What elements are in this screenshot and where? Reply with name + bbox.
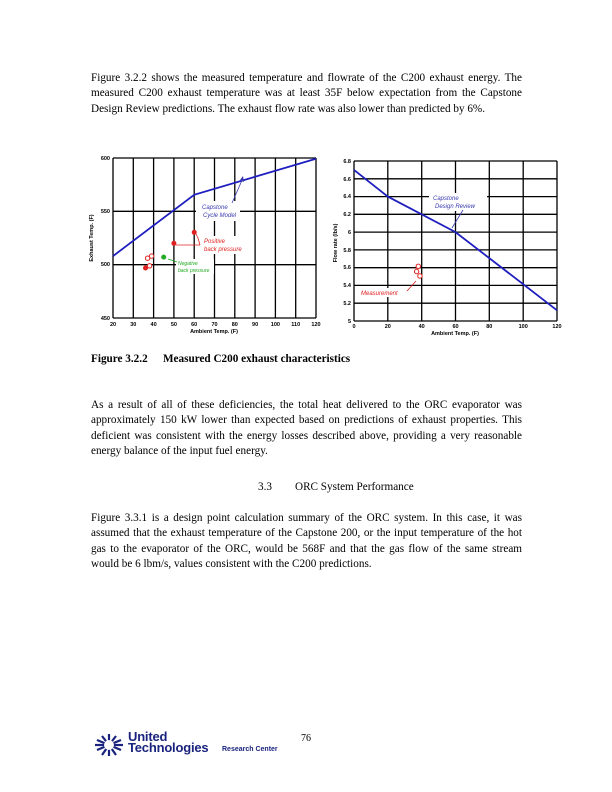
svg-text:Measurement: Measurement [361, 291, 398, 297]
exhaust-temp-chart [80, 150, 325, 340]
svg-text:back pressure: back pressure [204, 247, 242, 253]
svg-text:90: 90 [252, 322, 259, 328]
svg-text:40: 40 [150, 322, 157, 328]
svg-text:70: 70 [211, 322, 218, 328]
svg-text:5.8: 5.8 [343, 248, 351, 254]
figure-caption: Figure 3.2.2 Measured C200 exhaust characteristics [91, 353, 351, 365]
svg-text:6.6: 6.6 [343, 177, 351, 183]
intro-paragraph: Figure 3.2.2 shows the measured temperature and flowrate of the C200 exhaust energy. The measured C200 exhaust temperature was at least 35F below expectation from the Capstone Design Review predictions. The exhaust flow rate was also lower than predicted by 6%. [91, 72, 522, 115]
svg-text:80: 80 [231, 322, 238, 328]
division-label: Research Center [222, 746, 278, 753]
svg-text:5.6: 5.6 [343, 265, 351, 271]
svg-text:6.2: 6.2 [343, 212, 351, 218]
svg-text:20: 20 [109, 322, 117, 328]
svg-text:Capstone: Capstone [433, 196, 459, 202]
svg-text:60: 60 [452, 324, 459, 330]
svg-text:5.4: 5.4 [343, 283, 351, 289]
deficiency-paragraph: As a result of all of these deficiencies, the total heat delivered to the ORC evaporator was approximately 150 kW lower than expected based on predictions of exhaust properties. This deficient was consistent with the energy losses described above, providing a very reasonable energy balance of the input fuel energy. [91, 399, 522, 458]
svg-text:100: 100 [518, 324, 528, 330]
svg-text:50: 50 [170, 322, 177, 328]
svg-text:5: 5 [347, 319, 351, 325]
annotation-capstone: Capstone [202, 205, 228, 211]
svg-text:Flow rate (lb/s): Flow rate (lb/s) [333, 223, 339, 263]
svg-text:Cycle Model: Cycle Model [203, 213, 237, 219]
utc-logo-icon [92, 733, 126, 757]
svg-text:550: 550 [100, 209, 110, 215]
svg-text:110: 110 [291, 322, 301, 328]
svg-text:120: 120 [311, 322, 321, 328]
page-number: 76 [301, 733, 311, 744]
y-axis-label: Exhaust Temp. (F) [89, 214, 95, 262]
svg-text:back pressure: back pressure [178, 268, 210, 274]
section-heading: 3.3 ORC System Performance [258, 481, 414, 493]
svg-text:6: 6 [347, 230, 351, 236]
svg-text:20: 20 [384, 324, 391, 330]
svg-text:100: 100 [270, 322, 280, 328]
svg-text:80: 80 [486, 324, 493, 330]
svg-text:Positive: Positive [204, 239, 226, 245]
svg-text:60: 60 [191, 322, 198, 328]
svg-text:600: 600 [100, 156, 110, 162]
company-brand: United Technologies [128, 729, 209, 755]
svg-text:30: 30 [130, 322, 137, 328]
orc-paragraph: Figure 3.3.1 is a design point calculation summary of the ORC system. In this case, it was assumed that the exhaust temperature of the Capstone 200, or the input temperature of the hot gas to the evaporator of the ORC, would be 568F and that the gas flow of the same stream would be 6 lbm/s, values consistent with the C200 predictions. [91, 512, 522, 571]
svg-text:6.4: 6.4 [343, 194, 351, 200]
x-axis-label: Ambient Temp. (F) [190, 329, 238, 335]
svg-text:5.2: 5.2 [343, 301, 351, 307]
svg-text:Ambient Temp. (F): Ambient Temp. (F) [431, 331, 479, 337]
svg-text:Design Review: Design Review [435, 204, 476, 210]
svg-text:0: 0 [352, 324, 356, 330]
svg-text:500: 500 [100, 262, 110, 268]
flow-rate-chart [325, 150, 570, 340]
svg-text:Negative: Negative [178, 261, 198, 267]
svg-text:40: 40 [418, 324, 425, 330]
svg-text:6.8: 6.8 [343, 159, 351, 165]
svg-text:450: 450 [100, 316, 110, 322]
svg-text:120: 120 [552, 324, 562, 330]
